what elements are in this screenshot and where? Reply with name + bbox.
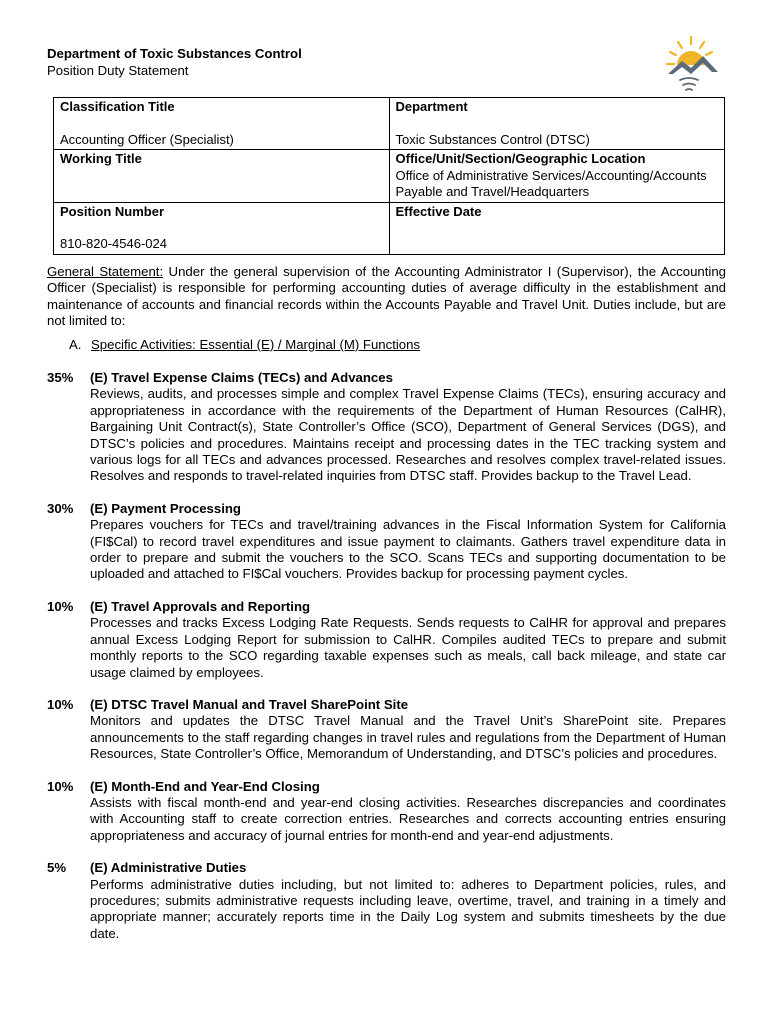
classification-title-label: Classification Title <box>60 99 175 114</box>
duty-percent: 30% <box>47 500 74 516</box>
document-header <box>47 45 302 79</box>
duty-percent: 10% <box>47 778 74 794</box>
specific-activities-title: Specific Activities: Essential (E) / Marginal (M) Functions <box>91 337 421 352</box>
position-number-cell <box>54 202 390 254</box>
duty-title: (E) Administrative Duties <box>90 860 247 876</box>
duties-list <box>47 370 726 958</box>
duty-title: (E) Month-End and Year-End Closing <box>90 778 320 794</box>
dtsc-logo-icon <box>662 34 724 94</box>
position-number-value: 810-820-4546-024 <box>60 236 167 251</box>
office-location-value: Office of Administrative Services/Accounting/Accounts Payable and Travel/Headquarters <box>395 167 707 199</box>
general-statement-text: Under the general supervision of the Accounting Administrator I (Supervisor), the Accounting Officer (Specialist) is responsible for performing accounting duties of average difficulty in the establishment and maintenance of accounts and financial records within the Accounts Payable and Travel Unit. Duties include, but are not limited to: <box>47 264 726 329</box>
general-statement <box>47 264 726 330</box>
duty-description: Processes and tracks Excess Lodging Rate Requests. Sends requests to CalHR for approval and prepares annual Excess Lodging Report for submission to CalHR. Compiles audited TECs to prepare and submit monthly reports to the SCO regarding taxable expenses such as meals, call back mileage, and state car usage claimed by employees. <box>90 615 726 680</box>
department-name: Department of Toxic Substances Control <box>47 46 302 61</box>
duty-percent: 5% <box>47 860 67 876</box>
duty-item <box>47 501 726 583</box>
general-statement-label: General Statement: <box>47 264 164 279</box>
duty-item <box>47 599 726 681</box>
effective-date-cell <box>389 202 725 254</box>
duty-percent: 35% <box>47 370 74 385</box>
duty-item <box>47 697 726 763</box>
position-number-label: Position Number <box>60 203 165 219</box>
duty-item <box>47 860 726 942</box>
document-type: Position Duty Statement <box>47 63 189 78</box>
duty-description: Monitors and updates the DTSC Travel Manual and the Travel Unit’s SharePoint site. Prepares announcements to the staff regarding changes in travel rules and regulations from the Department of Human Resources, State Controller’s Office, Memorandum of Understanding, and DTSC’s policies and procedures. <box>90 713 726 762</box>
office-location-label: Office/Unit/Section/Geographic Location <box>395 151 646 166</box>
duty-description: Performs administrative duties including, but not limited to: adheres to Department policies, rules, and procedures; submits administrative requests including leave, overtime, travel, and training in a timely and appropriate manner; accurately reports time in the Daily Log system and submits timesheets by the due date. <box>90 876 726 941</box>
effective-date-label: Effective Date <box>395 203 482 219</box>
working-title-cell <box>54 150 390 203</box>
duty-percent: 10% <box>47 598 74 614</box>
office-location-cell <box>389 150 725 203</box>
section-letter: A. <box>69 337 82 352</box>
classification-title-cell <box>54 98 390 150</box>
working-title-label: Working Title <box>60 151 142 166</box>
duty-title: (E) Travel Expense Claims (TECs) and Advances <box>90 370 393 385</box>
department-label: Department <box>395 99 468 114</box>
duty-title: (E) DTSC Travel Manual and Travel SharePoint Site <box>90 696 409 712</box>
duty-description: Prepares vouchers for TECs and travel/training advances in the Fiscal Information System for California (FI$Cal) to record travel expenditures and issue payment to claimants. Gathers travel expenditure data in order to prepare and submit the vouchers to the SCO. Scans TECs and supporting documentation to be uploaded and attached to FI$Cal vouchers. Provides backup for processing payment cycles. <box>90 517 726 582</box>
department-cell <box>389 98 725 150</box>
position-info-table <box>53 97 725 255</box>
department-value: Toxic Substances Control (DTSC) <box>395 131 590 147</box>
duty-percent: 10% <box>47 696 74 712</box>
duty-title: (E) Payment Processing <box>90 500 241 516</box>
specific-activities-heading <box>69 337 420 353</box>
duty-description: Assists with fiscal month-end and year-end closing activities. Researches discrepancies and coordinates with Accounting staff to create correction entries. Researches and corrects accounting entries ensuring appropriateness and accuracy of journal entries for month-end and year-end adjustments. <box>90 794 726 843</box>
classification-title-value: Accounting Officer (Specialist) <box>60 131 234 147</box>
duty-item <box>47 370 726 485</box>
duty-item <box>47 779 726 845</box>
duty-description: Reviews, audits, and processes simple and complex Travel Expense Claims (TECs), ensuring accuracy and appropriateness in accordance with the requirements of the Department of Human Resources (CalHR), Bargaining Unit Contract(s), State Controller’s Office (SCO), Department of General Services (DGS), and DTSC’s policies and procedures. Maintains receipt and processing dates in the TEC tracking system and various logs for all TECs and advances processed. Researches and resolves complex travel-related issues. Resolves and responds to travel-related inquiries from DTSC staff. Provides backup to the Travel Lead. <box>90 386 726 484</box>
duty-title: (E) Travel Approvals and Reporting <box>90 598 311 614</box>
